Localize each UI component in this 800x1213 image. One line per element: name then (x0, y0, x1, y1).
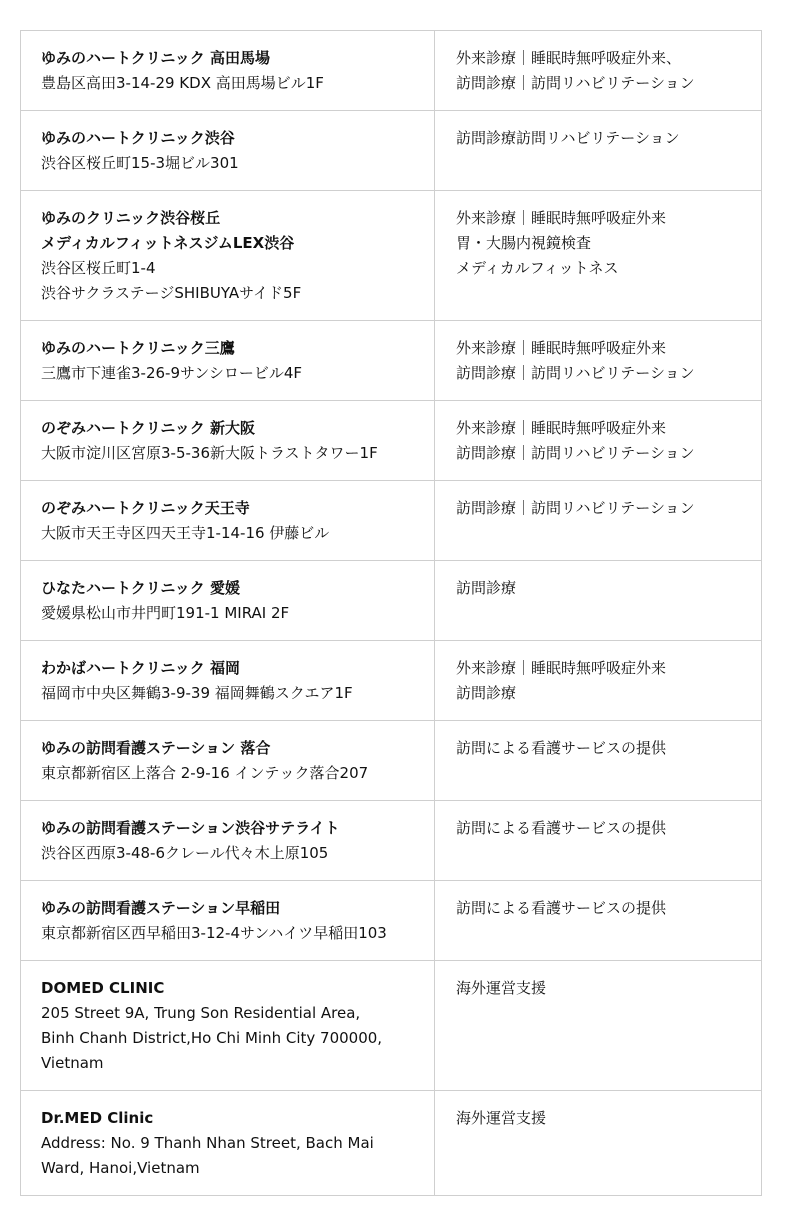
clinic-service: 訪問診療訪問リハビリテーション (456, 129, 680, 147)
clinic-service: 外来診療｜睡眠時無呼吸症外来 (456, 339, 667, 357)
clinic-address: Address: No. 9 Thanh Nhan Street, Bach Mai (41, 1134, 374, 1152)
clinic-service: 外来診療｜睡眠時無呼吸症外来 (456, 659, 667, 677)
clinic-row (21, 31, 761, 111)
clinic-info-cell (21, 1091, 435, 1195)
clinic-name: のぞみハートクリニック天王寺 (41, 499, 250, 517)
clinic-address: 大阪市淀川区宮原3-5-36新大阪トラストタワー1F (41, 444, 378, 462)
clinic-service: 訪問による看護サービスの提供 (456, 739, 667, 757)
clinic-services-cell (435, 801, 761, 880)
clinic-service: 外来診療｜睡眠時無呼吸症外来、 (456, 49, 682, 67)
clinic-row (21, 1091, 761, 1195)
clinic-name: メディカルフィットネスジムLEX渋谷 (41, 234, 295, 252)
clinic-service: 訪問による看護サービスの提供 (456, 819, 667, 837)
clinic-info-cell (21, 641, 435, 720)
clinic-service: メディカルフィットネス (456, 259, 619, 277)
clinic-table (20, 30, 762, 1196)
clinic-info-cell (21, 401, 435, 480)
clinic-row (21, 401, 761, 481)
clinic-info-cell (21, 961, 435, 1090)
clinic-row (21, 801, 761, 881)
clinic-info-cell (21, 721, 435, 800)
clinic-service: 訪問診療｜訪問リハビリテーション (456, 444, 695, 462)
clinic-name: ひなたハートクリニック 愛媛 (41, 579, 241, 597)
clinic-row (21, 561, 761, 641)
clinic-address: 三鷹市下連雀3-26-9サンシロービル4F (41, 364, 303, 382)
clinic-service: 訪問による看護サービスの提供 (456, 899, 667, 917)
clinic-address: 渋谷区桜丘町15-3堀ビル301 (41, 154, 239, 172)
clinic-name: DOMED CLINIC (41, 979, 165, 997)
clinic-name: わかばハートクリニック 福岡 (41, 659, 241, 677)
clinic-info-cell (21, 801, 435, 880)
clinic-address: 205 Street 9A, Trung Son Residential Area, (41, 1004, 361, 1022)
clinic-info-cell (21, 111, 435, 190)
clinic-name: ゆみの訪問看護ステーション早稲田 (41, 899, 281, 917)
clinic-address: Vietnam (41, 1054, 104, 1072)
clinic-services-cell (435, 1091, 761, 1195)
clinic-service: 訪問診療 (456, 579, 517, 597)
clinic-service: 外来診療｜睡眠時無呼吸症外来 (456, 419, 667, 437)
clinic-services-cell (435, 961, 761, 1090)
clinic-service: 海外運営支援 (456, 1109, 547, 1127)
clinic-services-cell (435, 561, 761, 640)
clinic-address: 渋谷区桜丘町1-4 (41, 259, 156, 277)
clinic-service: 外来診療｜睡眠時無呼吸症外来 (456, 209, 667, 227)
clinic-row (21, 641, 761, 721)
clinic-service: 訪問診療｜訪問リハビリテーション (456, 499, 695, 517)
clinic-address: 豊島区高田3-14-29 KDX 高田馬場ビル1F (41, 74, 324, 92)
clinic-service: 訪問診療 (456, 684, 517, 702)
clinic-name: ゆみのハートクリニック三鷹 (41, 339, 235, 357)
clinic-row (21, 111, 761, 191)
clinic-name: ゆみのクリニック渋谷桜丘 (41, 209, 221, 227)
clinic-address: 福岡市中央区舞鶴3-9-39 福岡舞鶴スクエア1F (41, 684, 353, 702)
clinic-name: Dr.MED Clinic (41, 1109, 154, 1127)
clinic-service: 胃・大腸内視鏡検査 (456, 234, 592, 252)
clinic-row (21, 481, 761, 561)
clinic-services-cell (435, 401, 761, 480)
clinic-service: 訪問診療｜訪問リハビリテーション (456, 364, 695, 382)
clinic-info-cell (21, 191, 435, 320)
clinic-service: 海外運営支援 (456, 979, 547, 997)
clinic-services-cell (435, 721, 761, 800)
clinic-address: 東京都新宿区上落合 2-9-16 インテック落合207 (41, 764, 369, 782)
clinic-name: ゆみのハートクリニック渋谷 (41, 129, 235, 147)
clinic-address: 愛媛県松山市井門町191-1 MIRAI 2F (41, 604, 290, 622)
clinic-services-cell (435, 321, 761, 400)
clinic-info-cell (21, 481, 435, 560)
clinic-info-cell (21, 31, 435, 110)
clinic-row (21, 191, 761, 321)
clinic-info-cell (21, 321, 435, 400)
clinic-address: Binh Chanh District,Ho Chi Minh City 700000, (41, 1029, 383, 1047)
clinic-services-cell (435, 111, 761, 190)
clinic-row (21, 321, 761, 401)
clinic-service: 訪問診療｜訪問リハビリテーション (456, 74, 695, 92)
clinic-services-cell (435, 191, 761, 320)
clinic-address: Ward, Hanoi,Vietnam (41, 1159, 200, 1177)
clinic-name: ゆみのハートクリニック 高田馬場 (41, 49, 271, 67)
clinic-name: のぞみハートクリニック 新大阪 (41, 419, 256, 437)
clinic-name: ゆみの訪問看護ステーション渋谷サテライト (41, 819, 340, 837)
clinic-info-cell (21, 881, 435, 960)
clinic-name: ゆみの訪問看護ステーション 落合 (41, 739, 271, 757)
clinic-row (21, 721, 761, 801)
clinic-address: 渋谷区西原3-48-6クレール代々木上原105 (41, 844, 329, 862)
clinic-address: 東京都新宿区西早稲田3-12-4サンハイツ早稲田103 (41, 924, 387, 942)
clinic-address: 大阪市天王寺区四天王寺1-14-16 伊藤ビル (41, 524, 330, 542)
clinic-services-cell (435, 641, 761, 720)
clinic-row (21, 881, 761, 961)
clinic-services-cell (435, 481, 761, 560)
clinic-address: 渋谷サクラステージSHIBUYAサイド5F (41, 284, 302, 302)
clinic-info-cell (21, 561, 435, 640)
clinic-services-cell (435, 31, 761, 110)
clinic-row (21, 961, 761, 1091)
clinic-services-cell (435, 881, 761, 960)
